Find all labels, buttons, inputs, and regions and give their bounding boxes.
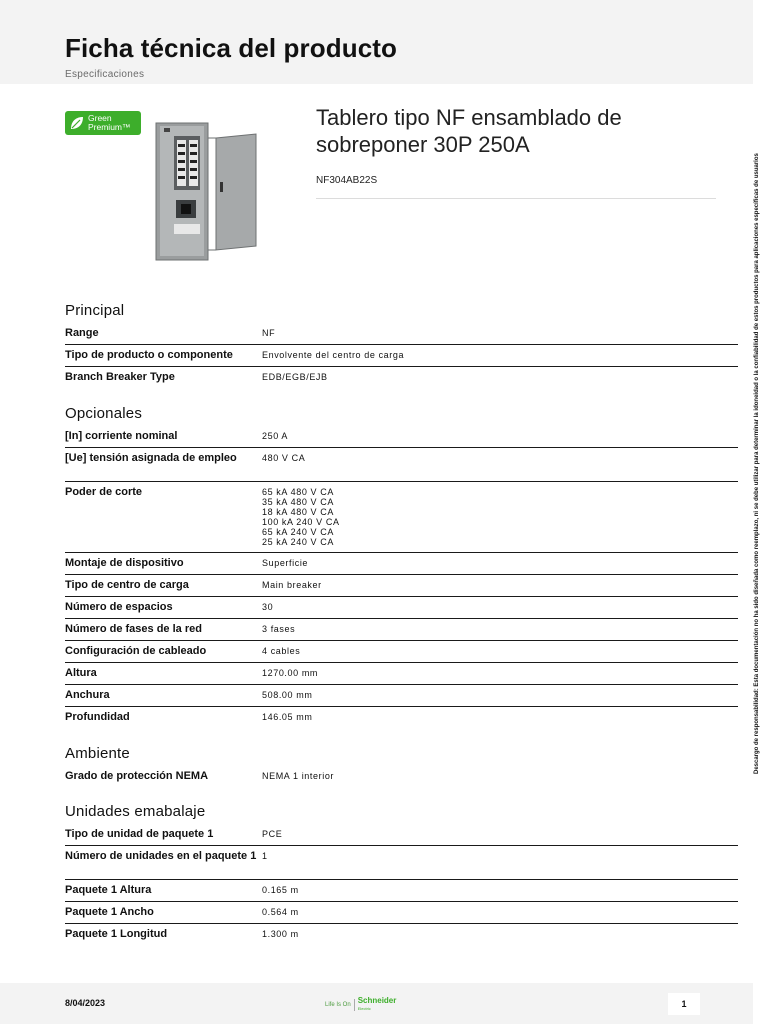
schneider-logo bbox=[325, 998, 396, 1012]
spec-value: 4 cables bbox=[262, 646, 301, 656]
spec-key: Profundidad bbox=[65, 711, 130, 723]
page-subtitle: Especificaciones bbox=[65, 69, 145, 80]
spec-value: 35 kA 480 V CA bbox=[262, 497, 334, 507]
spec-value: 508.00 mm bbox=[262, 690, 313, 700]
spec-value: 65 kA 240 V CA bbox=[262, 527, 334, 537]
section-unidades bbox=[65, 803, 738, 946]
spec-key: Grado de protección NEMA bbox=[65, 770, 209, 782]
spec-value: 100 kA 240 V CA bbox=[262, 517, 340, 527]
product-image bbox=[152, 120, 262, 265]
spec-row bbox=[65, 924, 738, 946]
product-title: Tablero tipo NF ensamblado de sobreponer 30P 250A bbox=[316, 105, 622, 157]
spec-value: 1.300 m bbox=[262, 929, 299, 939]
spec-value: Envolvente del centro de carga bbox=[262, 350, 405, 360]
logo-tagline: Life Is On bbox=[325, 1002, 351, 1008]
spec-key: Altura bbox=[65, 667, 97, 679]
logo-brand-sub: Electric bbox=[357, 1006, 371, 1011]
page-title: Ficha técnica del producto bbox=[65, 33, 397, 63]
spec-key: Tipo de centro de carga bbox=[65, 579, 189, 591]
spec-key: Número de unidades en el paquete 1 bbox=[65, 850, 257, 862]
spec-value: 0.165 m bbox=[262, 885, 299, 895]
spec-row bbox=[65, 685, 738, 707]
spec-row bbox=[65, 575, 738, 597]
spec-key: Anchura bbox=[65, 689, 110, 701]
spec-row bbox=[65, 880, 738, 902]
spec-row bbox=[65, 663, 738, 685]
section-opcionales bbox=[65, 405, 738, 729]
spec-row bbox=[65, 902, 738, 924]
spec-row bbox=[65, 323, 738, 345]
spec-key: Configuración de cableado bbox=[65, 645, 207, 657]
disclaimer-text: Descargo de responsabilidad: Esta documentación no ha sido diseñada como reemplazo, ni se debe utilizar para determinar la idoneidad o la confiabilidad de estos productos para aplicaciones específicas de usuarios bbox=[754, 153, 760, 774]
spec-value: NEMA 1 interior bbox=[262, 771, 335, 781]
page-footer bbox=[0, 983, 753, 1024]
spec-row bbox=[65, 641, 738, 663]
spec-key: Paquete 1 Longitud bbox=[65, 928, 168, 940]
spec-row bbox=[65, 426, 738, 448]
spec-value: 146.05 mm bbox=[262, 712, 313, 722]
spec-value: 65 kA 480 V CA bbox=[262, 487, 334, 497]
logo-brand-name: Schneider bbox=[357, 996, 397, 1005]
spec-value: 3 fases bbox=[262, 624, 296, 634]
spec-key: Paquete 1 Altura bbox=[65, 884, 152, 896]
spec-value: Main breaker bbox=[262, 580, 322, 590]
badge-line2: Premium™ bbox=[88, 122, 131, 132]
spec-value: Superficie bbox=[262, 558, 309, 568]
spec-key: Poder de corte bbox=[65, 486, 143, 498]
section-title: Unidades emabalaje bbox=[65, 803, 206, 820]
spec-row bbox=[65, 707, 738, 729]
page-header bbox=[0, 0, 753, 84]
spec-value: 250 A bbox=[262, 431, 289, 441]
spec-value: 18 kA 480 V CA bbox=[262, 507, 334, 517]
logo-brand bbox=[358, 997, 397, 1013]
section-title: Opcionales bbox=[65, 405, 143, 422]
section-title: Principal bbox=[65, 302, 125, 319]
spec-value: NF bbox=[262, 328, 276, 338]
logo-separator bbox=[354, 999, 355, 1011]
spec-key: Número de fases de la red bbox=[65, 623, 202, 635]
spec-key: Tipo de unidad de paquete 1 bbox=[65, 828, 214, 840]
spec-value: 1270.00 mm bbox=[262, 668, 319, 678]
spec-row bbox=[65, 482, 738, 553]
spec-row bbox=[65, 597, 738, 619]
spec-row bbox=[65, 345, 738, 367]
spec-key: Montaje de dispositivo bbox=[65, 557, 184, 569]
divider bbox=[316, 198, 716, 199]
spec-key: Tipo de producto o componente bbox=[65, 349, 233, 361]
section-title: Ambiente bbox=[65, 745, 130, 762]
spec-key: Range bbox=[65, 327, 99, 339]
spec-row bbox=[65, 824, 738, 846]
spec-key: Branch Breaker Type bbox=[65, 371, 175, 383]
spec-row bbox=[65, 846, 738, 880]
spec-value: EDB/EGB/EJB bbox=[262, 372, 328, 382]
spec-value: 480 V CA bbox=[262, 453, 306, 463]
spec-key: Paquete 1 Ancho bbox=[65, 906, 154, 918]
spec-value-list bbox=[262, 486, 738, 552]
spec-value: 30 bbox=[262, 602, 274, 612]
footer-date: 8/04/2023 bbox=[65, 998, 106, 1008]
badge-line1: Green bbox=[88, 113, 112, 123]
green-premium-badge bbox=[65, 111, 141, 135]
section-ambiente bbox=[65, 745, 738, 788]
section-principal bbox=[65, 302, 738, 389]
leaf-icon bbox=[68, 114, 86, 132]
spec-row bbox=[65, 619, 738, 641]
spec-value: 0.564 m bbox=[262, 907, 299, 917]
spec-key: [Ue] tensión asignada de empleo bbox=[65, 452, 237, 464]
spec-row bbox=[65, 448, 738, 482]
spec-value: PCE bbox=[262, 829, 283, 839]
product-code: NF304AB22S bbox=[316, 175, 378, 186]
spec-value: 1 bbox=[262, 851, 268, 861]
spec-row bbox=[65, 553, 738, 575]
spec-row bbox=[65, 367, 738, 389]
spec-row bbox=[65, 766, 738, 788]
spec-key: [In] corriente nominal bbox=[65, 430, 178, 442]
spec-value: 25 kA 240 V CA bbox=[262, 537, 334, 547]
disclaimer-sidebar bbox=[751, 153, 763, 774]
spec-key: Número de espacios bbox=[65, 601, 173, 613]
page-number: 1 bbox=[668, 993, 700, 1015]
